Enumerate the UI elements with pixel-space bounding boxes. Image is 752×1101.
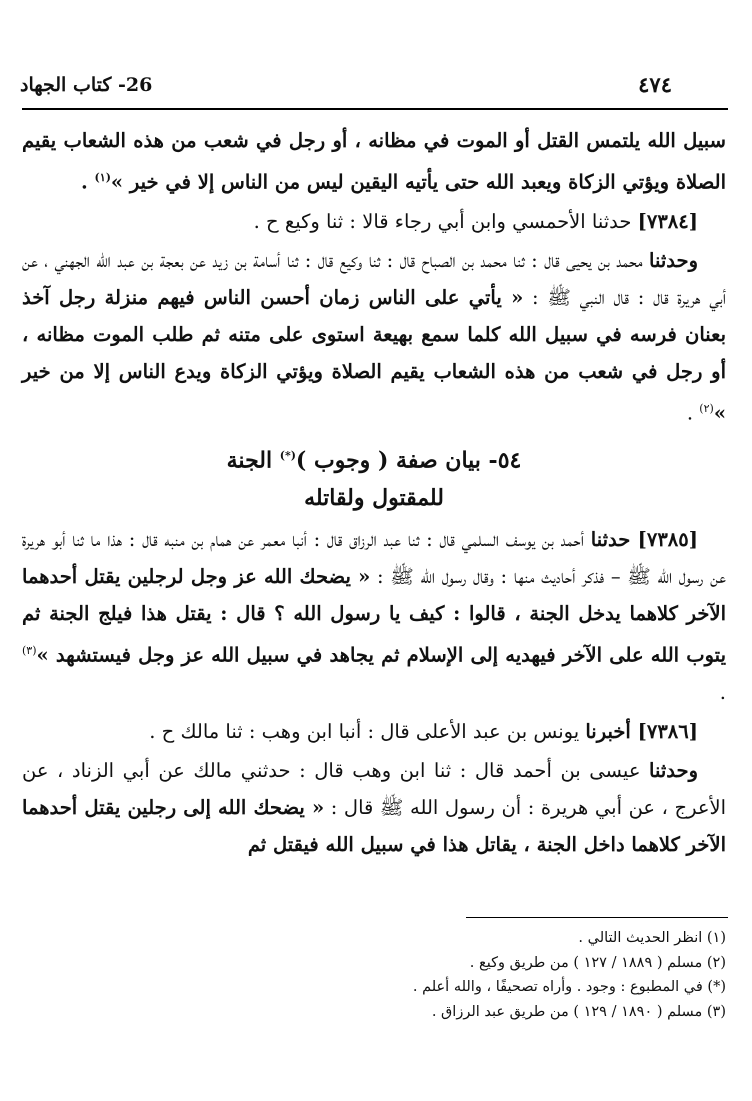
hadith-number: [٧٣٨٤]	[637, 209, 698, 233]
chapter-title-end: الجنة	[226, 447, 280, 474]
punctuation: .	[80, 170, 95, 194]
paragraph-continuation	[22, 122, 726, 201]
narration-lead: وحدثنا	[649, 758, 698, 782]
narration-lead: أخبرنا	[585, 719, 638, 743]
hadith-text: « يضحك الله إلى رجلين يقتل أحدهما الآخر كلاهما داخل الجنة ، يقاتل هذا في سبيل الله فيقتل ثم	[22, 795, 726, 856]
footnote-ref: (١)	[94, 171, 111, 184]
footnote-3: (٣) مسلم ( ١٨٩٠ / ١٢٩ ) من طريق عبد الرزاق .	[431, 1003, 726, 1020]
hadith-text: « يضحك الله عز وجل لرجلين يقتل أحدهما الآخر كلاهما يدخل الجنة ، قالوا : كيف يا رسول الله ؟ قال : يقتل هذا فيلج الجنة ثم يتوب الله على الآخر فيهديه إلى الإسلام ثم يجاهد في سبيل الله عز وجل فيستشهد »	[22, 565, 726, 667]
footnote-ref: (٢)	[699, 401, 714, 415]
footnote-2: (٢) مسلم ( ١٨٨٩ / ١٢٧ ) من طريق وكيع .	[469, 954, 726, 971]
footnote-ref: (٣)	[22, 644, 37, 658]
punctuation: .	[686, 401, 700, 424]
hadith-7386-second-chain	[22, 752, 726, 863]
hadith-text: سبيل الله يلتمس القتل أو الموت في مظانه ، أو رجل في شعب من هذه الشعاب يقيم الصلاة ويؤتي الزكاة ويعبد الله حتى يأتيه اليقين ليس من الناس إلا في خير »	[22, 129, 726, 194]
isnad-text: حدثنا الأحمسي وابن أبي رجاء قالا : ثنا وكيع ح .	[253, 209, 638, 233]
footnote-1: (١) انظر الحديث التالي .	[578, 930, 726, 946]
footnotes	[22, 926, 726, 1024]
narration-lead: حدثنا	[590, 528, 638, 552]
footnote-star: (*) في المطبوع : وجود . وأراه تصحيفًا ، والله أعلم .	[412, 979, 726, 995]
hadith-number: [٧٣٨٦]	[637, 719, 698, 743]
hadith-7385	[22, 521, 726, 711]
book-title: 26- كتاب الجهاد	[20, 74, 153, 96]
page-header	[20, 70, 732, 104]
chapter-heading-line1	[22, 437, 726, 479]
page-number: ٤٧٤	[638, 72, 672, 97]
isnad-text: عيسى بن أحمد قال : ثنا ابن وهب قال : حدثني مالك عن أبي الزناد ، عن الأعرج ، عن أبي هريرة : أن رسول الله ﷺ قال :	[22, 758, 727, 819]
chapter-heading-line2: للمقتول ولقاتله	[304, 485, 444, 512]
hadith-text: « يأتي على الناس زمان أحسن الناس فيهم منزلة رجل آخذ بعنان فرسه في سبيل الله كلما سمع بهيعة استوى على متنه ثم طلب الموت مظانه ، أو رجل في شعب من هذه الشعاب يقيم الصلاة ويؤتي الزكاة ويدع الناس إلا من خير »	[22, 285, 726, 424]
chapter-heading	[22, 437, 726, 517]
punctuation: .	[719, 680, 726, 704]
hadith-7386	[22, 713, 726, 750]
hadith-7384	[22, 203, 726, 240]
main-text	[22, 122, 726, 865]
footnote-rule	[466, 917, 728, 918]
isnad-text: محمد بن يحيى قال : ثنا محمد بن الصباح قال : ثنا وكيع قال : ثنا أسامة بن زيد عن بعجة بن عبد الله الجهني ، عن أبي هريرة قال : قال النبي ﷺ :	[22, 248, 726, 309]
narration-lead: وحدثنا	[649, 248, 698, 272]
hadith-number: [٧٣٨٥]	[637, 528, 698, 552]
isnad-text: أحمد بن يوسف السلمي قال : ثنا عبد الرزاق قال : أنبا معمر عن همام بن منبه قال : هذا ما ثنا أبو هريرة عن رسول الله ﷺ – فذكر أحاديث منها : وقال رسول الله ﷺ :	[22, 528, 727, 589]
chapter-title: ٥٤- بيان صفة ( وجوب )	[295, 447, 522, 474]
footnote-ref: (*)	[279, 449, 296, 462]
isnad-text: يونس بن عبد الأعلى قال : أنبا ابن وهب : ثنا مالك ح .	[149, 719, 586, 743]
header-rule	[22, 108, 728, 110]
hadith-7384-second-chain	[22, 242, 726, 432]
